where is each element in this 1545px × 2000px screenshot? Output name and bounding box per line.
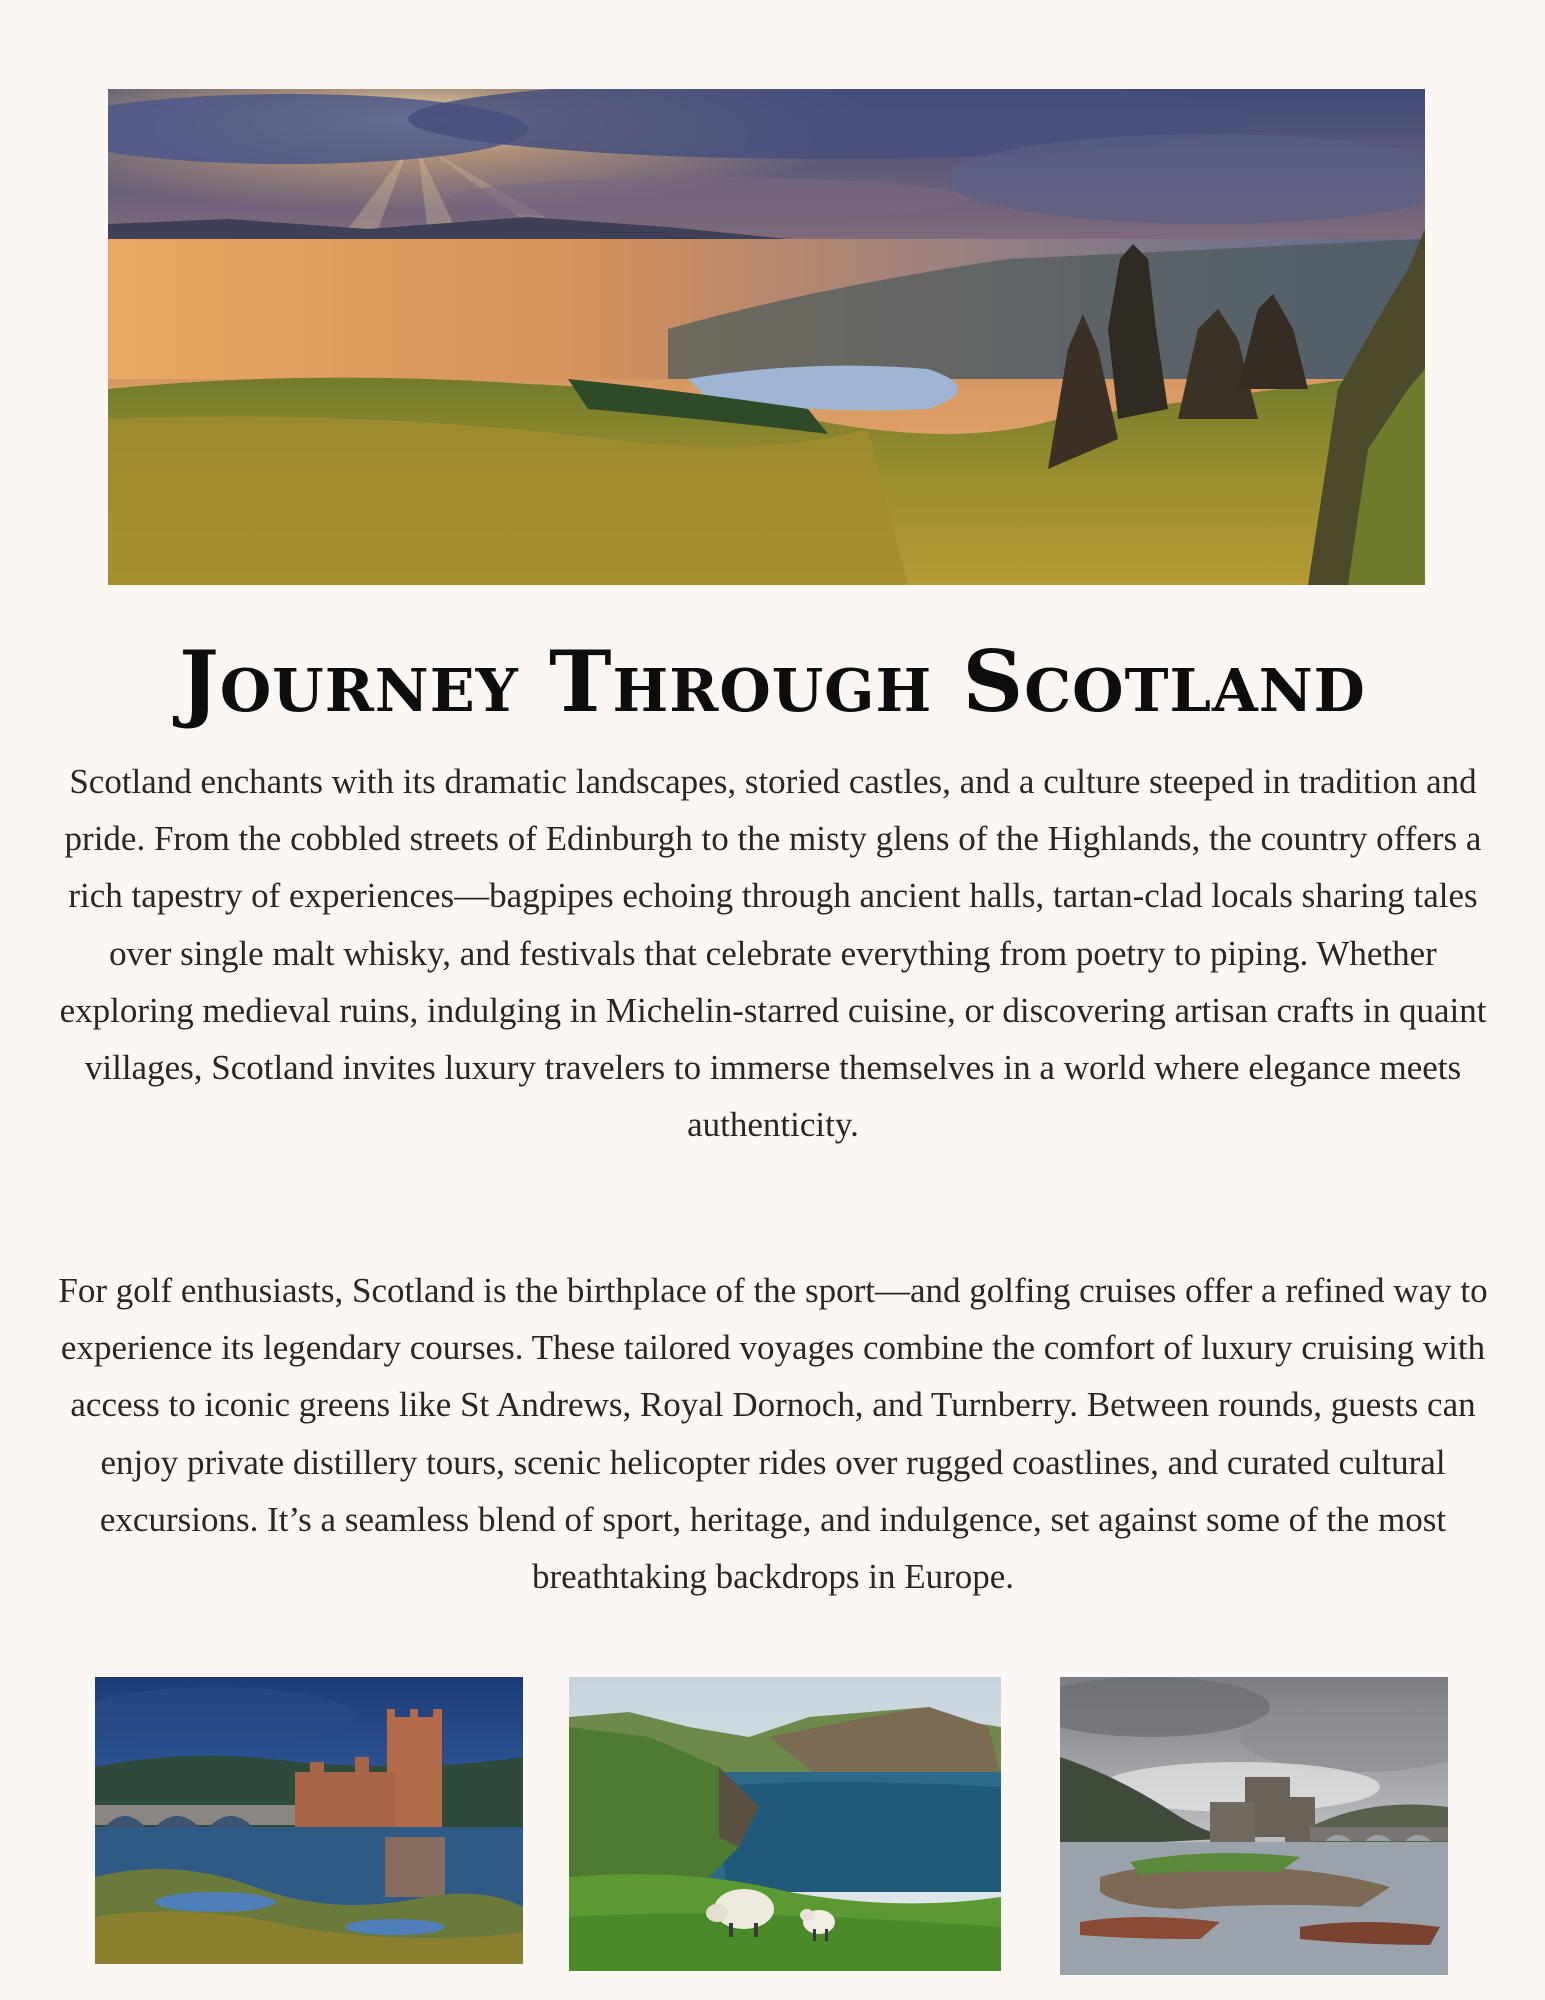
castle-bridge-illustration: [95, 1677, 523, 1964]
hero-landscape-illustration: [108, 89, 1425, 585]
page-title: Journey Through Scotland: [179, 632, 1366, 731]
island-castle-illustration: [1060, 1677, 1448, 1975]
intro-paragraph: Scotland enchants with its dramatic landscapes, storied castles, and a culture steeped in tradition and pride. From the cobbled streets of Edinburgh to the misty glens of the Highlands, the country offers a rich tapestry of experiences—bagpipes echoing through ancient halls, tartan-clad locals sharing tales over single malt whisky, and festivals that celebrate everything from poetry to piping. Whether exploring medieval ruins, indulging in Michelin-starred cuisine, or discovering artisan crafts in quaint villages, Scotland invites luxury travelers to immerse themselves in a world where elegance meets authenticity.: [59, 762, 1487, 1145]
hero-landscape-image: [108, 89, 1425, 585]
coastline-sheep-photo: [569, 1677, 1001, 1971]
golf-paragraph: For golf enthusiasts, Scotland is the birthplace of the sport—and golfing cruises offer a refined way to experience its legendary courses. These tailored voyages combine the comfort of luxury cruising with access to iconic greens like St Andrews, Royal Dornoch, and Turnberry. Between rounds, guests can enjoy private distillery tours, scenic helicopter rides over rugged coastlines, and curated cultural excursions. It’s a seamless blend of sport, heritage, and indulgence, set against some of the most breathtaking backdrops in Europe.: [58, 1271, 1488, 1597]
island-castle-photo: [1060, 1677, 1448, 1975]
castle-bridge-photo: [95, 1677, 523, 1964]
coastline-sheep-illustration: [569, 1677, 1001, 1971]
